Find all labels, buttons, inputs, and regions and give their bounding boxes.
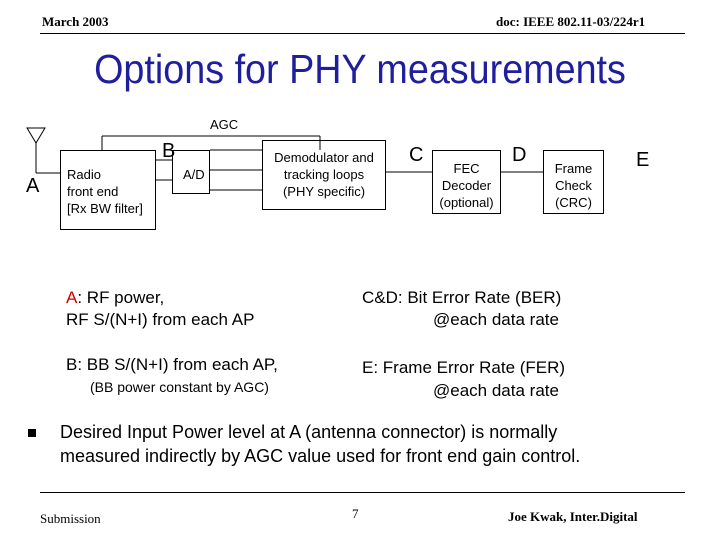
footer-page-number: 7 — [352, 506, 359, 521]
frame-line-3: (CRC) — [555, 195, 592, 210]
measurement-a-line2: RF S/(N+I) from each AP — [66, 310, 255, 329]
radio-front-end-block — [60, 150, 156, 230]
ad-label: A/D — [183, 167, 205, 182]
ad-converter-block — [172, 150, 210, 194]
radio-line-2: front end — [67, 184, 119, 199]
point-a-label: A — [26, 175, 40, 197]
point-b-label: B — [162, 140, 176, 162]
measurement-b-line2: (BB power constant by AGC) — [90, 379, 269, 395]
measurement-e-line2: @each data rate — [433, 381, 559, 400]
agc-label: AGC — [210, 117, 239, 132]
fec-line-2: Decoder — [441, 178, 492, 193]
bullet-square-icon — [28, 429, 36, 437]
demod-line-1: Demodulator and — [274, 150, 374, 165]
frame-check-block — [543, 150, 604, 214]
radio-line-3: [Rx BW filter] — [67, 201, 143, 216]
demod-line-3: (PHY specific) — [282, 184, 366, 199]
demod-line-2: tracking loops — [283, 167, 365, 182]
slide-title: Options for PHY measurements — [94, 46, 626, 92]
frame-line-1: Frame — [554, 161, 593, 176]
measurement-a — [66, 287, 254, 331]
measurement-b-line1: B: BB S/(N+I) from each AP, — [66, 355, 278, 374]
measurement-a-prefix: A — [66, 288, 78, 307]
fec-line-1: FEC — [453, 161, 480, 176]
footer-author: Joe Kwak, Inter.Digital — [508, 509, 638, 524]
measurement-e-line1: E: Frame Error Rate (FER) — [362, 358, 566, 377]
point-d-label: D — [512, 144, 527, 166]
fec-decoder-block — [432, 150, 501, 214]
header-doc-id: doc: IEEE 802.11-03/224r1 — [496, 14, 646, 29]
point-e-label: E — [636, 149, 650, 171]
bullet-line-2: measured indirectly by AGC value used for front end gain control. — [60, 446, 581, 466]
footer-rule — [40, 492, 685, 493]
radio-line-1: Radio — [67, 167, 101, 182]
measurement-cd-line1: C&D: Bit Error Rate (BER) — [362, 288, 562, 307]
bullet-line-1: Desired Input Power level at A (antenna connector) is normally — [60, 422, 558, 442]
footer-submission: Submission — [40, 511, 101, 526]
bullet-text — [60, 420, 700, 468]
demodulator-block — [262, 140, 386, 210]
measurement-cd-line2: @each data rate — [433, 310, 559, 329]
header-date: March 2003 — [42, 14, 109, 29]
fec-line-3: (optional) — [439, 195, 494, 210]
frame-line-2: Check — [555, 178, 592, 193]
point-c-label: C — [409, 144, 424, 166]
measurement-a-line1: : RF power, — [77, 288, 165, 307]
